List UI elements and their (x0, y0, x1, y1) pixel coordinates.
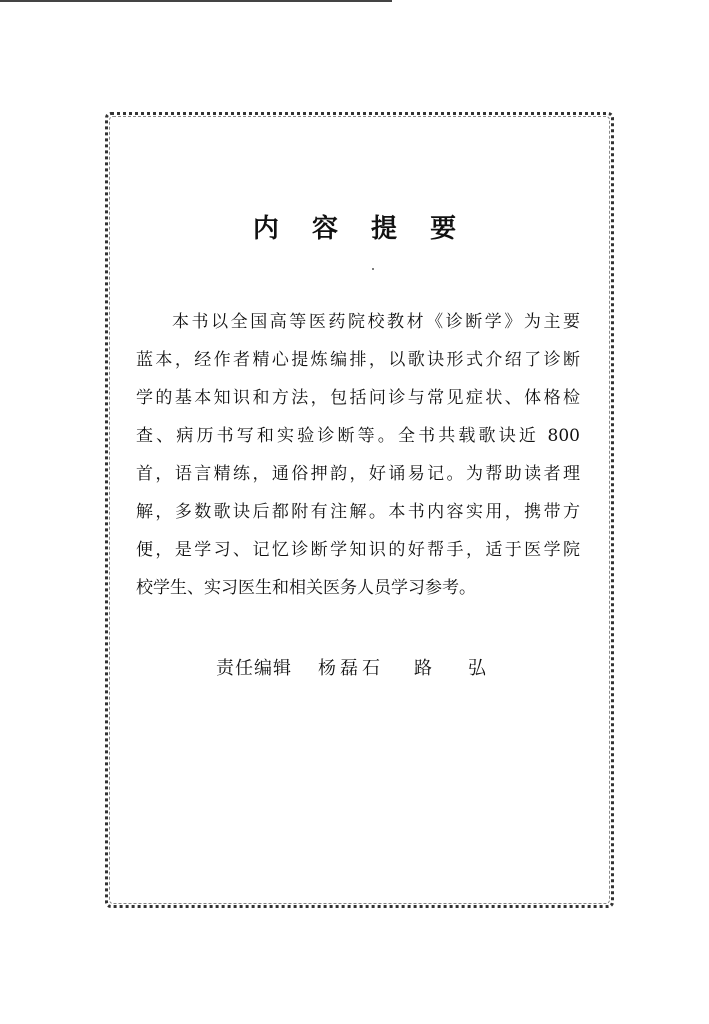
paragraph-line: 校学生、实习医生和相关医务人员学习参考。 (136, 578, 476, 598)
paragraph-line: 解，多数歌诀后都附有注解。本书内容实用，携带方 (136, 502, 580, 522)
decorative-dot (372, 268, 374, 270)
paragraph-line: 蓝本，经作者精心提炼编排，以歌诀形式介绍了诊断 (136, 350, 580, 370)
editor-label: 责任编辑 (216, 658, 292, 679)
editor-name-2: 路 弘 (414, 658, 486, 679)
summary-paragraph (136, 303, 580, 607)
paragraph-line: 查、病历书写和实验诊断等。全书共载歌诀近 800 (136, 426, 580, 446)
top-rule (0, 0, 392, 2)
paragraph-line: 学的基本知识和方法，包括问诊与常见症状、体格检 (136, 388, 580, 408)
page-title: 内 容 提 要 (252, 214, 469, 244)
paragraph-line: 本书以全国高等医药院校教材《诊断学》为主要 (172, 312, 580, 332)
responsible-editors (216, 654, 486, 680)
editor-name-1: 杨磊石 (318, 658, 384, 679)
paragraph-line: 首，语言精练，通俗押韵，好诵易记。为帮助读者理 (136, 464, 580, 484)
paragraph-line: 便，是学习、记忆诊断学知识的好帮手，适于医学院 (136, 540, 580, 560)
